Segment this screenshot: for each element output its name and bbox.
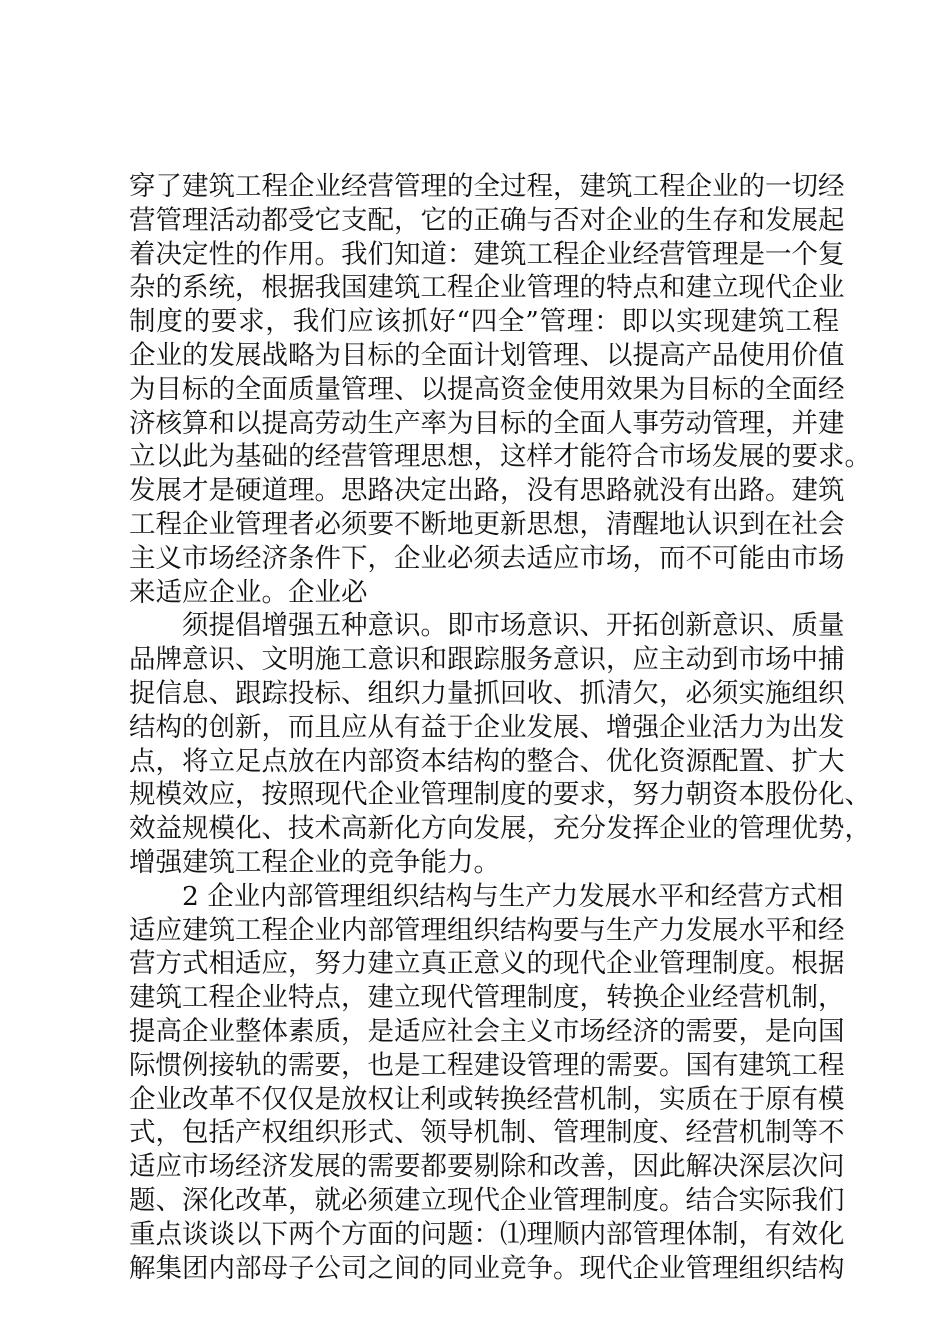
paragraph-2-line-4: 结构的创新，而且应从有益于企业发展、增强企业活力为出发: [129, 711, 845, 743]
paragraph-1-line-4: 杂的系统，根据我国建筑工程企业管理的特点和建立现代企业: [129, 272, 845, 304]
paragraph-1-line-2: 营管理活动都受它支配，它的正确与否对企业的生存和发展起: [129, 204, 845, 236]
paragraph-1-line-3: 着决定性的作用。我们知道：建筑工程企业经营管理是一个复: [129, 238, 845, 270]
paragraph-1-line-8: 济核算和以提高劳动生产率为目标的全面人事劳动管理，并建: [129, 407, 845, 439]
paragraph-1-line-11: 工程企业管理者必须要不断地更新思想，清醒地认识到在社会: [129, 508, 845, 540]
paragraph-3-line-2: 适应建筑工程企业内部管理组织结构要与生产力发展水平和经: [129, 914, 845, 946]
paragraph-2-line-5: 点，将立足点放在内部资本结构的整合、优化资源配置、扩大: [129, 745, 845, 777]
paragraph-2-line-1: 须提倡增强五种意识。即市场意识、开拓创新意识、质量: [182, 610, 845, 642]
paragraph-2-line-8: 增强建筑工程企业的竞争能力。: [129, 846, 500, 878]
paragraph-3-line-10: 题、深化改革，就必须建立现代企业管理制度。结合实际我们: [129, 1184, 845, 1216]
paragraph-1-line-12: 主义市场经济条件下，企业必须去适应市场，而不可能由市场: [129, 542, 845, 574]
paragraph-3-line-1: 2 企业内部管理组织结构与生产力发展水平和经营方式相: [182, 880, 844, 912]
paragraph-2-line-2: 品牌意识、文明施工意识和跟踪服务意识，应主动到市场中捕: [129, 644, 845, 676]
paragraph-1-line-6: 企业的发展战略为目标的全面计划管理、以提高产品使用价值: [129, 339, 845, 371]
paragraph-1-line-10: 发展才是硬道理。思路决定出路，没有思路就没有出路。建筑: [129, 475, 845, 507]
paragraph-3-line-12: 解集团内部母子公司之间的同业竞争。现代企业管理组织结构: [129, 1252, 845, 1284]
paragraph-3-line-6: 际惯例接轨的需要，也是工程建设管理的需要。国有建筑工程: [129, 1049, 845, 1081]
paragraph-2-line-3: 捉信息、跟踪投标、组织力量抓回收、抓清欠，必须实施组织: [129, 677, 845, 709]
paragraph-1-line-13: 来适应企业。企业必: [129, 576, 368, 608]
paragraph-3-line-11: 重点谈谈以下两个方面的问题：⑴理顺内部管理体制，有效化: [129, 1218, 845, 1250]
paragraph-2-line-7: 效益规模化、技术高新化方向发展，充分发挥企业的管理优势，: [129, 813, 871, 845]
paragraph-1-line-7: 为目标的全面质量管理、以提高资金使用效果为目标的全面经: [129, 373, 845, 405]
paragraph-3-line-7: 企业改革不仅仅是放权让利或转换经营机制，实质在于原有模: [129, 1083, 845, 1115]
paragraph-3-line-3: 营方式相适应，努力建立真正意义的现代企业管理制度。根据: [129, 948, 845, 980]
paragraph-3-line-8: 式，包括产权组织形式、领导机制、管理制度、经营机制等不: [129, 1117, 845, 1149]
paragraph-3-line-9: 适应市场经济发展的需要都要剔除和改善，因此解决深层次问: [129, 1151, 845, 1183]
paragraph-1-line-9: 立以此为基础的经营管理思想，这样才能符合市场发展的要求。: [129, 441, 871, 473]
paragraph-3-line-4: 建筑工程企业特点，建立现代管理制度，转换企业经营机制，: [129, 982, 845, 1014]
paragraph-3-line-5: 提高企业整体素质，是适应社会主义市场经济的需要，是向国: [129, 1015, 845, 1047]
paragraph-2-line-6: 规模效应，按照现代企业管理制度的要求，努力朝资本股份化、: [129, 779, 871, 811]
body-text: [129, 170, 871, 1285]
paragraph-1-line-5: 制度的要求，我们应该抓好“四全”管理：即以实现建筑工程: [129, 306, 839, 338]
paragraph-1-line-1: 穿了建筑工程企业经营管理的全过程，建筑工程企业的一切经: [129, 171, 845, 202]
